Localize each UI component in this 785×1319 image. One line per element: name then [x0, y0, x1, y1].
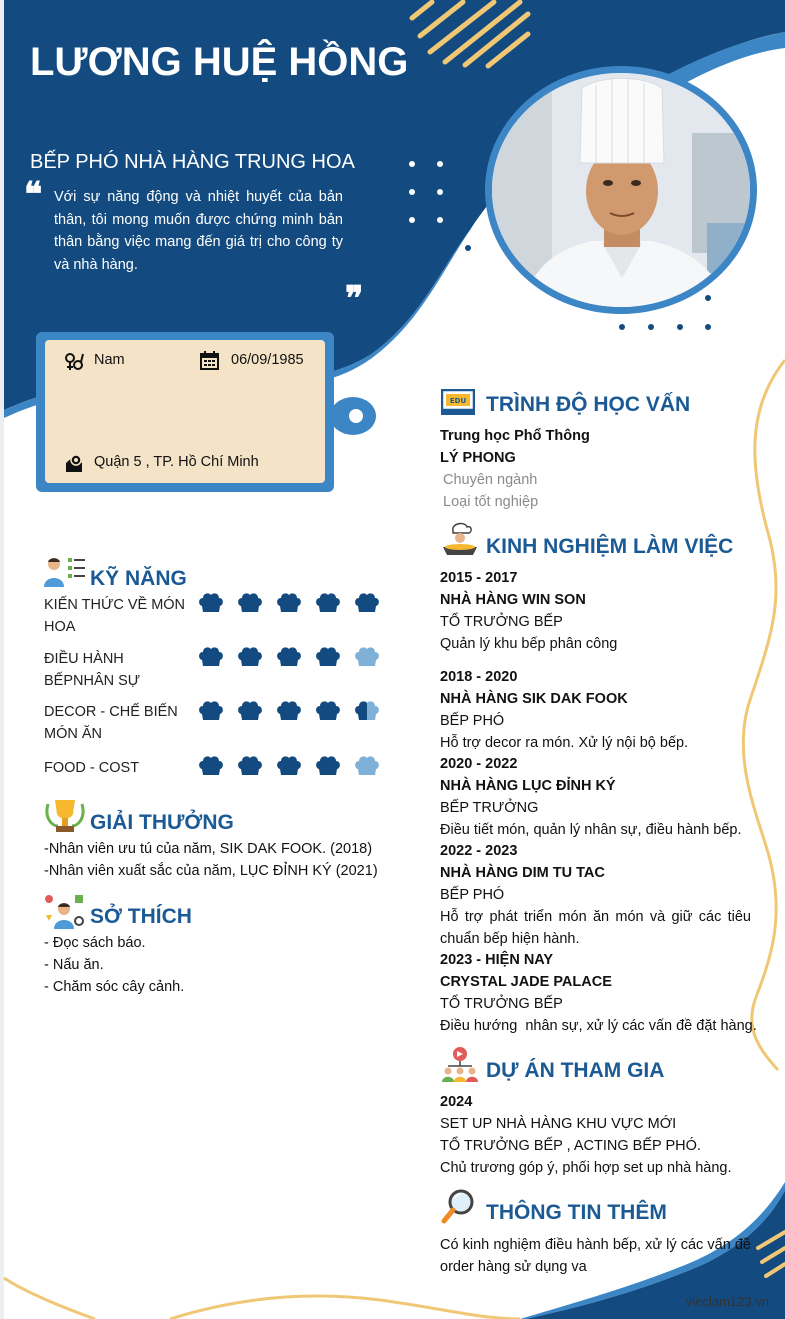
address-value: Quận 5 , TP. Hồ Chí Minh: [94, 454, 259, 470]
trophy-icon: [44, 798, 86, 836]
job-title: BẾP PHÓ NHÀ HÀNG TRUNG HOA: [30, 151, 355, 173]
skill-rating-hat: [316, 593, 340, 612]
education-title: TRÌNH ĐỘ HỌC VẤN: [486, 393, 691, 416]
skill-rating-hat: [238, 701, 262, 720]
projects-title: DỰ ÁN THAM GIA: [486, 1059, 665, 1082]
skill-rating-hat: [355, 756, 379, 775]
magnifier-icon: [441, 1188, 477, 1224]
skill-rating-hat: [277, 593, 301, 612]
job-position: TỔ TRƯỞNG BẾP: [440, 614, 563, 630]
education-grade: Loại tốt nghiệp: [443, 494, 539, 510]
birthday-value: 06/09/1985: [231, 352, 304, 368]
skill-rating-hat: [238, 593, 262, 612]
chef-portrait-image: [492, 73, 750, 307]
gender-icon: [64, 352, 84, 372]
job-company: CRYSTAL JADE PALACE: [440, 974, 612, 990]
skills-title: KỸ NĂNG: [90, 567, 187, 590]
skill-rating-hat: [238, 647, 262, 666]
education-icon: [441, 389, 475, 417]
job-period: 2022 - 2023: [440, 843, 518, 859]
candidate-name: LƯƠNG HUỆ HỒNG: [30, 40, 409, 84]
extra-info-title: THÔNG TIN THÊM: [486, 1201, 667, 1224]
career-objective: Với sự năng động và nhiệt huyết của bản thân, tôi mong muốn được chứng minh bản thân bằng việc mang đến giá trị cho công ty và nhà hàng.: [54, 189, 343, 273]
quote-close-icon: ❞: [345, 279, 364, 319]
job-description: Điều tiết món, quản lý nhân sự, điều hành bếp.: [440, 822, 742, 838]
skill-rating-hat: [277, 701, 301, 720]
skill-rating-hat: [355, 593, 379, 612]
skill-label: DECOR - CHẾ BIẾN MÓN ĂN: [44, 704, 178, 742]
gender-value: Nam: [94, 352, 125, 368]
job-position: BẾP PHÓ: [440, 713, 505, 729]
job-position: TỔ TRƯỞNG BẾP: [440, 996, 563, 1012]
award-item: -Nhân viên ưu tú của năm, SIK DAK FOOK. (2018): [44, 841, 373, 857]
award-item: -Nhân viên xuất sắc của năm, LỤC ĐỈNH KÝ (2021): [44, 863, 378, 879]
skills-icon: [44, 555, 86, 587]
skill-rating-hat: [238, 756, 262, 775]
job-period: 2023 - HIỆN NAY: [440, 952, 554, 968]
school-name: LÝ PHONG: [440, 450, 516, 466]
experience-title: KINH NGHIỆM LÀM VIỆC: [486, 535, 734, 558]
skill-rating-hat: [316, 701, 340, 720]
education-major: Chuyên ngành: [443, 472, 538, 488]
skill-label: KIẾN THỨC VỀ MÓN HOA: [44, 597, 186, 635]
edu-icon-label: EDU: [449, 397, 467, 405]
quote-open-icon: ❝: [24, 175, 43, 215]
job-position: BẾP TRƯỞNG: [440, 800, 539, 816]
skill-rating-hat: [355, 647, 379, 666]
job-description: Quản lý khu bếp phân công: [440, 636, 618, 652]
skill-rating-hat: [355, 701, 379, 720]
project-role: TỔ TRƯỞNG BẾP , ACTING BẾP PHÓ.: [440, 1138, 701, 1154]
school-type: Trung học Phổ Thông: [440, 428, 590, 444]
skill-rating-hat: [277, 756, 301, 775]
extra-info-text: Có kinh nghiệm điều hành bếp, xử lý các vấn đề order hàng sử dụng va: [440, 1237, 751, 1275]
job-company: NHÀ HÀNG DIM TU TAC: [440, 865, 605, 881]
job-description: Hỗ trợ decor ra món. Xử lý nội bộ bếp.: [440, 735, 689, 751]
project-year: 2024: [440, 1094, 473, 1110]
skill-rating-hat: [199, 593, 223, 612]
job-period: 2015 - 2017: [440, 570, 518, 586]
calendar-icon: [200, 351, 219, 370]
skill-rating-hat: [199, 756, 223, 775]
job-period: 2018 - 2020: [440, 669, 518, 685]
skill-label: FOOD - COST: [44, 760, 140, 776]
profile-photo: [485, 66, 757, 314]
job-position: BẾP PHÓ: [440, 887, 505, 903]
hobby-item: - Chăm sóc cây cảnh.: [44, 979, 185, 995]
hobbies-icon: [44, 893, 84, 929]
job-company: NHÀ HÀNG SIK DAK FOOK: [440, 691, 628, 707]
project-team-icon: [441, 1046, 479, 1082]
project-name: SET UP NHÀ HÀNG KHU VỰC MỚI: [440, 1116, 677, 1132]
skill-rating-hat: [316, 756, 340, 775]
skill-rating-hat: [316, 647, 340, 666]
job-period: 2020 - 2022: [440, 756, 518, 772]
job-company: NHÀ HÀNG LỤC ĐỈNH KÝ: [440, 778, 616, 794]
card-handle-hole: [349, 409, 363, 423]
skill-rating-hat: [199, 647, 223, 666]
skill-ratings: [198, 592, 384, 782]
skill-rating-hat: [199, 701, 223, 720]
chef-cooking-icon: [441, 521, 479, 557]
footer-watermark: vieclam123.vn: [685, 1294, 769, 1309]
skill-rating-hat: [277, 647, 301, 666]
location-icon: [64, 452, 85, 473]
job-company: NHÀ HÀNG WIN SON: [440, 592, 586, 608]
project-description: Chủ trương góp ý, phối hợp set up nhà hàng.: [440, 1160, 732, 1176]
hobby-item: - Đọc sách báo.: [44, 935, 146, 951]
job-description: Điều hướng nhân sự, xử lý các vấn đề đặt hàng.: [440, 1018, 757, 1034]
awards-title: GIẢI THƯỞNG: [90, 811, 234, 834]
hobby-item: - Nấu ăn.: [44, 957, 104, 973]
skill-label: ĐIỀU HÀNH BẾPNHÂN SỰ: [44, 651, 141, 689]
job-description: Hỗ trợ phát triển món ăn món và giữ các tiêu chuẩn bếp hiện hành.: [440, 909, 751, 947]
hobbies-title: SỞ THÍCH: [90, 905, 192, 928]
